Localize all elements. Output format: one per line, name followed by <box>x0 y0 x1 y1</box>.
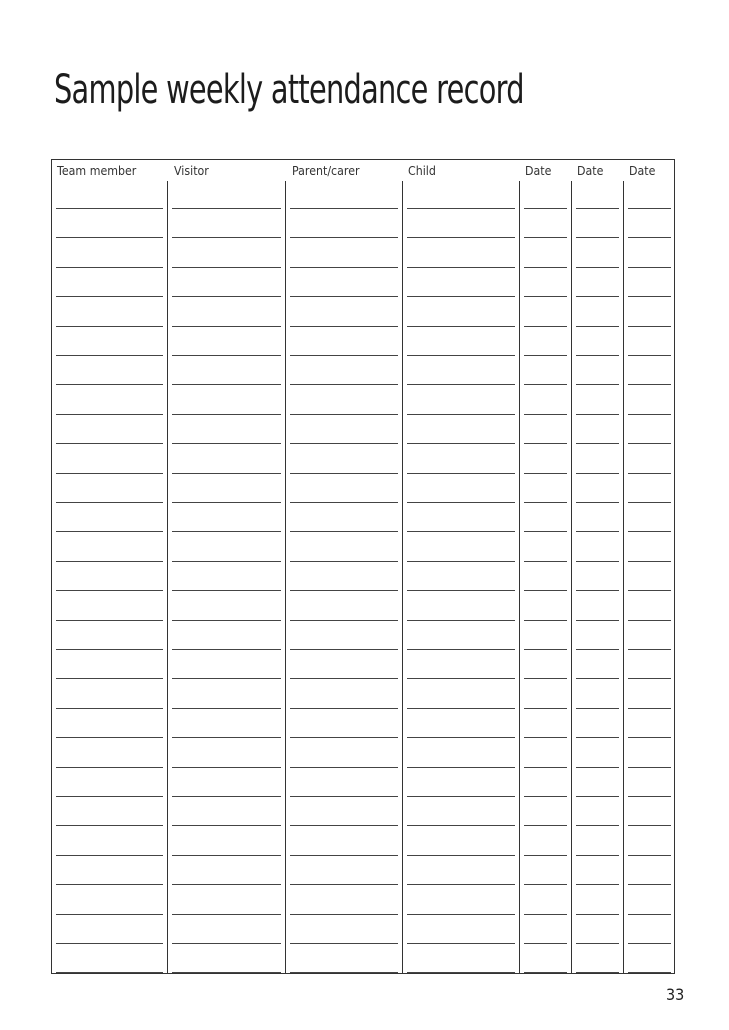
writing-line <box>628 267 671 268</box>
writing-line <box>290 825 398 826</box>
writing-line <box>524 267 567 268</box>
writing-line <box>628 796 671 797</box>
column-divider <box>285 181 286 974</box>
writing-line <box>56 678 163 679</box>
writing-line <box>290 620 398 621</box>
writing-line <box>56 796 163 797</box>
writing-line <box>56 649 163 650</box>
writing-line <box>576 620 619 621</box>
writing-line <box>628 649 671 650</box>
writing-line <box>172 531 281 532</box>
attendance-table <box>51 159 675 974</box>
writing-line <box>524 943 567 944</box>
writing-line <box>56 326 163 327</box>
writing-line <box>628 237 671 238</box>
writing-line <box>56 208 163 209</box>
writing-line <box>56 620 163 621</box>
writing-line <box>524 884 567 885</box>
writing-line <box>628 884 671 885</box>
writing-line <box>628 737 671 738</box>
writing-line <box>628 531 671 532</box>
writing-line <box>56 355 163 356</box>
writing-line <box>172 708 281 709</box>
writing-line <box>407 620 515 621</box>
writing-line <box>576 267 619 268</box>
writing-line <box>407 737 515 738</box>
writing-line <box>576 914 619 915</box>
writing-line <box>290 649 398 650</box>
writing-line <box>628 473 671 474</box>
writing-line <box>524 825 567 826</box>
column-divider <box>623 181 624 974</box>
writing-line <box>576 708 619 709</box>
writing-line <box>576 296 619 297</box>
writing-line <box>628 208 671 209</box>
writing-line <box>407 531 515 532</box>
writing-line <box>628 914 671 915</box>
writing-line <box>576 972 619 973</box>
writing-line <box>576 208 619 209</box>
writing-line <box>56 708 163 709</box>
writing-line <box>576 473 619 474</box>
column-header: Visitor <box>174 164 209 178</box>
writing-line <box>56 414 163 415</box>
writing-line <box>576 943 619 944</box>
writing-line <box>290 708 398 709</box>
writing-line <box>172 825 281 826</box>
writing-line <box>576 531 619 532</box>
writing-line <box>290 355 398 356</box>
writing-line <box>172 678 281 679</box>
writing-line <box>407 384 515 385</box>
writing-line <box>56 384 163 385</box>
writing-line <box>56 767 163 768</box>
writing-line <box>524 678 567 679</box>
writing-line <box>172 355 281 356</box>
writing-line <box>172 208 281 209</box>
writing-line <box>172 943 281 944</box>
writing-line <box>56 267 163 268</box>
writing-line <box>407 326 515 327</box>
writing-line <box>576 590 619 591</box>
writing-line <box>407 473 515 474</box>
writing-line <box>56 590 163 591</box>
writing-line <box>628 414 671 415</box>
writing-line <box>172 296 281 297</box>
writing-line <box>576 561 619 562</box>
writing-line <box>172 590 281 591</box>
writing-line <box>172 414 281 415</box>
column-header: Date <box>629 164 656 178</box>
writing-line <box>407 443 515 444</box>
writing-line <box>290 326 398 327</box>
writing-line <box>56 972 163 973</box>
writing-line <box>290 767 398 768</box>
writing-line <box>172 620 281 621</box>
writing-line <box>172 737 281 738</box>
writing-line <box>524 443 567 444</box>
writing-line <box>628 972 671 973</box>
writing-line <box>576 767 619 768</box>
writing-line <box>290 855 398 856</box>
writing-line <box>576 502 619 503</box>
writing-line <box>56 502 163 503</box>
writing-line <box>576 796 619 797</box>
writing-line <box>628 384 671 385</box>
writing-line <box>56 473 163 474</box>
writing-line <box>628 767 671 768</box>
writing-line <box>290 884 398 885</box>
column-header: Date <box>577 164 604 178</box>
writing-line <box>576 384 619 385</box>
writing-line <box>56 443 163 444</box>
writing-line <box>172 237 281 238</box>
column-header: Child <box>408 164 436 178</box>
writing-line <box>576 355 619 356</box>
writing-line <box>576 443 619 444</box>
writing-line <box>628 825 671 826</box>
writing-line <box>628 355 671 356</box>
column-divider <box>571 181 572 974</box>
writing-line <box>576 884 619 885</box>
writing-line <box>407 767 515 768</box>
writing-line <box>56 914 163 915</box>
writing-line <box>290 296 398 297</box>
writing-line <box>524 561 567 562</box>
writing-line <box>576 855 619 856</box>
writing-line <box>56 237 163 238</box>
writing-line <box>407 943 515 944</box>
writing-line <box>290 414 398 415</box>
writing-line <box>290 531 398 532</box>
writing-line <box>407 208 515 209</box>
column-divider <box>167 181 168 974</box>
writing-line <box>172 443 281 444</box>
writing-line <box>576 825 619 826</box>
writing-line <box>290 796 398 797</box>
writing-line <box>290 443 398 444</box>
writing-line <box>628 620 671 621</box>
writing-line <box>407 267 515 268</box>
writing-line <box>524 590 567 591</box>
writing-line <box>576 649 619 650</box>
column-header: Team member <box>57 164 137 178</box>
writing-line <box>290 208 398 209</box>
writing-line <box>524 737 567 738</box>
writing-line <box>407 914 515 915</box>
writing-line <box>407 237 515 238</box>
writing-line <box>172 384 281 385</box>
writing-line <box>56 855 163 856</box>
writing-line <box>524 326 567 327</box>
writing-line <box>290 473 398 474</box>
writing-line <box>56 943 163 944</box>
writing-line <box>524 708 567 709</box>
writing-line <box>524 473 567 474</box>
writing-line <box>290 972 398 973</box>
writing-line <box>407 825 515 826</box>
writing-line <box>172 914 281 915</box>
writing-line <box>628 443 671 444</box>
writing-line <box>290 384 398 385</box>
writing-line <box>407 561 515 562</box>
writing-line <box>628 561 671 562</box>
writing-line <box>524 502 567 503</box>
writing-line <box>56 296 163 297</box>
writing-line <box>576 326 619 327</box>
writing-line <box>172 884 281 885</box>
writing-line <box>172 767 281 768</box>
writing-line <box>290 237 398 238</box>
writing-line <box>290 737 398 738</box>
page-title: Sample weekly attendance record <box>54 67 524 113</box>
writing-line <box>290 914 398 915</box>
writing-line <box>628 502 671 503</box>
writing-line <box>524 914 567 915</box>
writing-line <box>172 796 281 797</box>
writing-line <box>628 326 671 327</box>
writing-line <box>524 972 567 973</box>
column-header: Date <box>525 164 552 178</box>
writing-line <box>407 972 515 973</box>
writing-line <box>628 708 671 709</box>
page-number: 33 <box>666 985 685 1004</box>
writing-line <box>56 737 163 738</box>
writing-line <box>407 884 515 885</box>
writing-line <box>524 767 567 768</box>
writing-line <box>172 267 281 268</box>
writing-line <box>290 561 398 562</box>
writing-line <box>407 355 515 356</box>
writing-line <box>576 737 619 738</box>
writing-line <box>56 531 163 532</box>
writing-line <box>407 414 515 415</box>
writing-line <box>628 943 671 944</box>
writing-line <box>628 678 671 679</box>
writing-line <box>524 208 567 209</box>
writing-line <box>524 649 567 650</box>
writing-line <box>524 855 567 856</box>
writing-line <box>56 561 163 562</box>
writing-line <box>524 355 567 356</box>
writing-line <box>524 531 567 532</box>
writing-line <box>290 267 398 268</box>
writing-line <box>172 473 281 474</box>
writing-line <box>576 678 619 679</box>
writing-line <box>524 620 567 621</box>
writing-line <box>407 855 515 856</box>
writing-line <box>407 708 515 709</box>
writing-line <box>172 326 281 327</box>
writing-line <box>524 296 567 297</box>
writing-line <box>628 855 671 856</box>
writing-line <box>576 237 619 238</box>
writing-line <box>576 414 619 415</box>
writing-line <box>407 678 515 679</box>
column-header: Parent/carer <box>292 164 360 178</box>
writing-line <box>628 590 671 591</box>
writing-line <box>290 943 398 944</box>
writing-line <box>407 796 515 797</box>
writing-line <box>407 296 515 297</box>
writing-line <box>524 796 567 797</box>
writing-line <box>524 384 567 385</box>
writing-line <box>172 649 281 650</box>
writing-line <box>407 502 515 503</box>
writing-line <box>628 296 671 297</box>
writing-line <box>56 884 163 885</box>
writing-line <box>290 502 398 503</box>
writing-line <box>172 561 281 562</box>
writing-line <box>172 502 281 503</box>
writing-line <box>524 414 567 415</box>
column-divider <box>519 181 520 974</box>
writing-line <box>407 649 515 650</box>
writing-line <box>172 972 281 973</box>
writing-line <box>56 825 163 826</box>
writing-line <box>290 590 398 591</box>
writing-line <box>290 678 398 679</box>
writing-line <box>524 237 567 238</box>
column-divider <box>402 181 403 974</box>
writing-line <box>407 590 515 591</box>
writing-line <box>172 855 281 856</box>
